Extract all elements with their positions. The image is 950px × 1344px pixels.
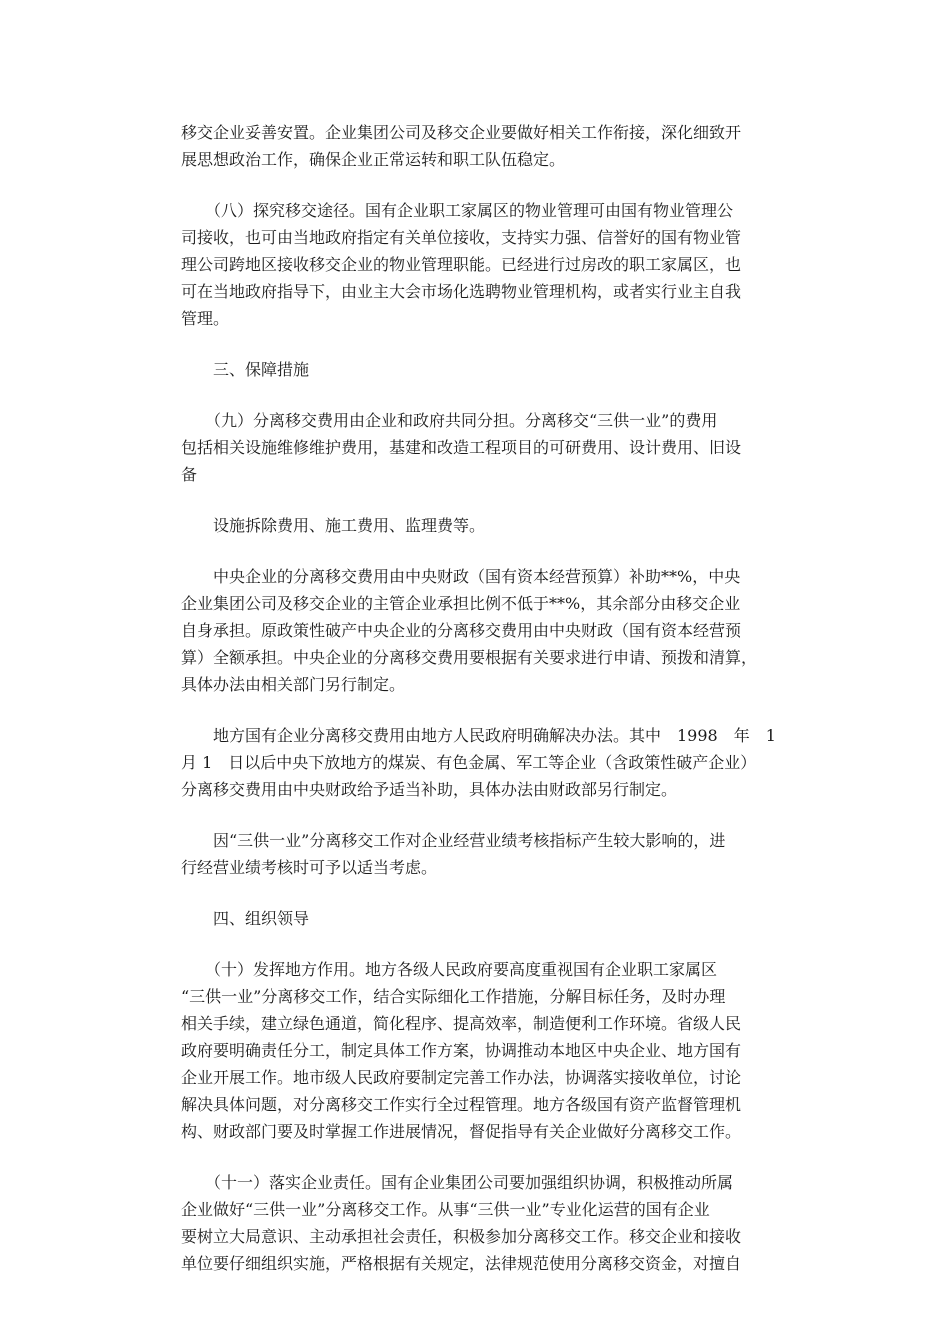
text-line: 构、财政部门要及时掌握工作进展情况，督促指导有关企业做好分离移交工作。 <box>181 1122 742 1141</box>
text-line: 展思想政治工作，确保企业正常运转和职工队伍稳定。 <box>181 150 566 169</box>
paragraph-p3 <box>181 356 781 383</box>
text-line: 月 1 日以后中央下放地方的煤炭、有色金属、军工等企业（含政策性破产企业） <box>181 753 757 772</box>
text-line: 算）全额承担。中央企业的分离移交费用要根据有关要求进行申请、预拨和清算， <box>181 648 758 667</box>
paragraph-p10 <box>181 956 781 1145</box>
text-line: 相关手续，建立绿色通道，简化程序、提高效率，制造便利工作环境。省级人民 <box>181 1014 742 1033</box>
text-line: 设施拆除费用、施工费用、监理费等。 <box>181 516 486 535</box>
text-line: 中央企业的分离移交费用由中央财政（国有资本经营预算）补助**%，中央 <box>181 567 741 586</box>
text-line: （八）探究移交途径。国有企业职工家属区的物业管理可由国有物业管理公 <box>181 201 734 220</box>
text-line: 企业做好“三供一业”分离移交工作。从事“三供一业”专业化运营的国有企业 <box>181 1200 710 1219</box>
text-line: 具体办法由相关部门另行制定。 <box>181 675 406 694</box>
text-line: （十一）落实企业责任。国有企业集团公司要加强组织协调，积极推动所属 <box>181 1173 734 1192</box>
paragraph-p5 <box>181 512 781 539</box>
text-line: （九）分离移交费用由企业和政府共同分担。分离移交“三供一业”的费用 <box>181 411 718 430</box>
text-line: 因“三供一业”分离移交工作对企业经营业绩考核指标产生较大影响的，进 <box>181 831 726 850</box>
paragraph-p4 <box>181 407 781 488</box>
paragraph-p2 <box>181 197 781 332</box>
text-line: 四、组织领导 <box>181 909 310 928</box>
text-line: 解决具体问题，对分离移交工作实行全过程管理。地方各级国有资产监督管理机 <box>181 1095 742 1114</box>
paragraph-gap <box>181 488 781 512</box>
text-line: 司接收，也可由当地政府指定有关单位接收，支持实力强、信誉好的国有物业管 <box>181 228 742 247</box>
text-line: 要树立大局意识、主动承担社会责任，积极参加分离移交工作。移交企业和接收 <box>181 1227 742 1246</box>
text-line: 政府要明确责任分工，制定具体工作方案，协调推动本地区中央企业、地方国有 <box>181 1041 742 1060</box>
paragraph-gap <box>181 383 781 407</box>
paragraph-p9 <box>181 905 781 932</box>
paragraph-gap <box>181 539 781 563</box>
text-line: 备 <box>181 465 198 484</box>
text-line: 包括相关设施维修维护费用，基建和改造工程项目的可研费用、设计费用、旧设 <box>181 438 742 457</box>
text-line: 行经营业绩考核时可予以适当考虑。 <box>181 858 438 877</box>
text-line: 管理。 <box>181 309 230 328</box>
text-line: 地方国有企业分离移交费用由地方人民政府明确解决办法。其中 1998 年 1 <box>181 726 776 745</box>
paragraph-gap <box>181 881 781 905</box>
paragraph-p6 <box>181 563 781 698</box>
paragraph-gap <box>181 1145 781 1169</box>
paragraph-gap <box>181 173 781 197</box>
text-line: （十）发挥地方作用。地方各级人民政府要高度重视国有企业职工家属区 <box>181 960 718 979</box>
text-line: 企业集团公司及移交企业的主管企业承担比例不低于**%，其余部分由移交企业 <box>181 594 741 613</box>
paragraph-gap <box>181 698 781 722</box>
paragraph-gap <box>181 332 781 356</box>
text-line: 企业开展工作。地市级人民政府要制定完善工作办法，协调落实接收单位，讨论 <box>181 1068 742 1087</box>
text-line: 可在当地政府指导下，由业主大会市场化选聘物业管理机构，或者实行业主自我 <box>181 282 742 301</box>
text-line: 移交企业妥善安置。企业集团公司及移交企业要做好相关工作衔接，深化细致开 <box>181 123 742 142</box>
paragraph-p1 <box>181 119 781 173</box>
text-line: 单位要仔细组织实施，严格根据有关规定，法律规范使用分离移交资金，对擅自 <box>181 1254 742 1273</box>
text-line: 分离移交费用由中央财政给予适当补助，具体办法由财政部另行制定。 <box>181 780 678 799</box>
text-line: 理公司跨地区接收移交企业的物业管理职能。已经进行过房改的职工家属区，也 <box>181 255 742 274</box>
text-line: 自身承担。原政策性破产中央企业的分离移交费用由中央财政（国有资本经营预 <box>181 621 742 640</box>
paragraph-p8 <box>181 827 781 881</box>
paragraph-p11 <box>181 1169 781 1277</box>
document-body <box>181 119 781 1277</box>
paragraph-p7 <box>181 722 781 803</box>
paragraph-gap <box>181 932 781 956</box>
text-line: “三供一业”分离移交工作，结合实际细化工作措施，分解目标任务，及时办理 <box>181 987 726 1006</box>
text-line: 三、保障措施 <box>181 360 310 379</box>
paragraph-gap <box>181 803 781 827</box>
